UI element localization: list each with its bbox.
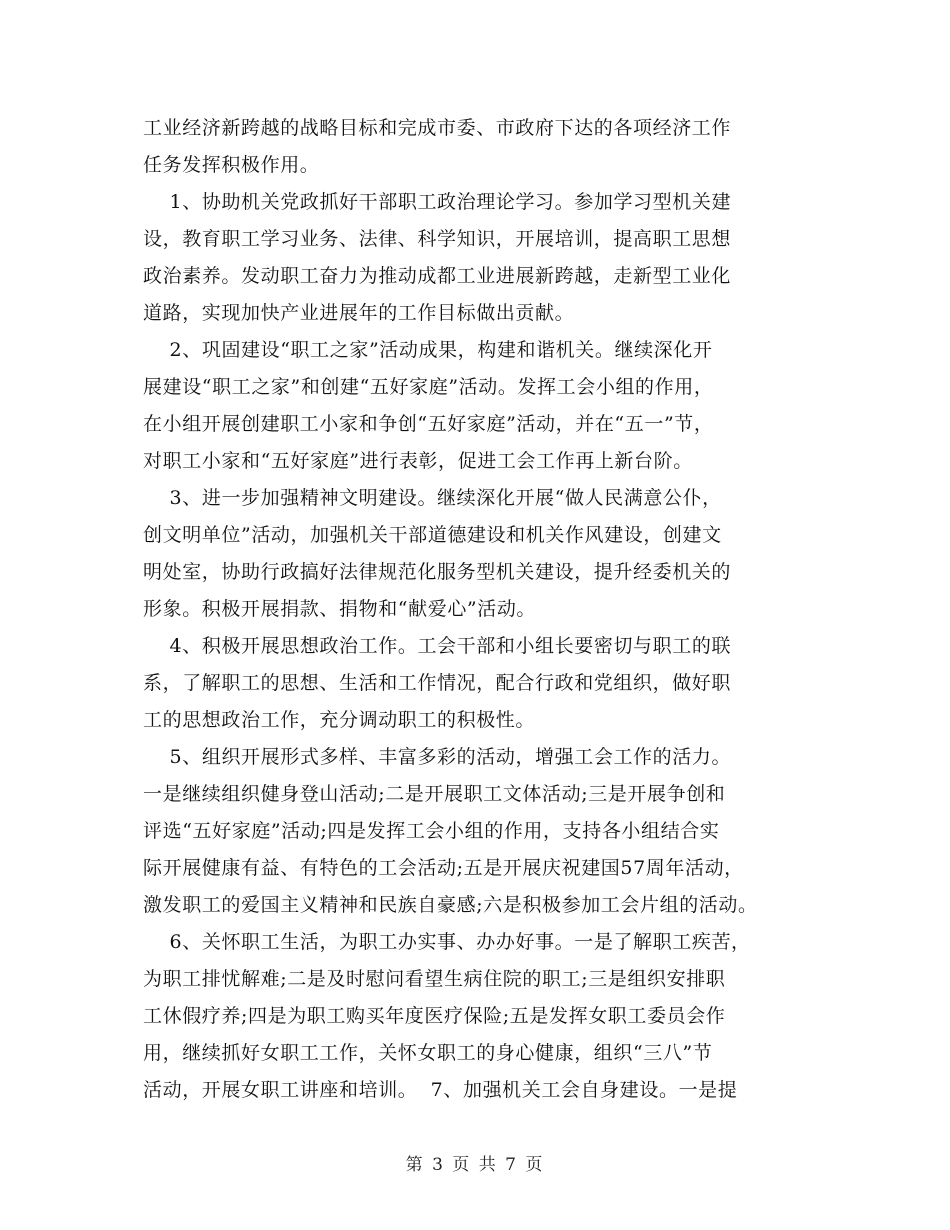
text-line: 形象。积极开展捐款、捐物和“献爱心”活动。	[143, 598, 537, 620]
text-line: 评选“五好家庭”活动;四是发挥工会小组的作用，支持各小组结合实	[143, 820, 720, 842]
text-line: 3、进一步加强精神文明建设。继续深化开展“做人民满意公仆，	[143, 487, 722, 509]
text-line: 用，继续抓好女职工工作，关怀女职工的身心健康，组织“三八”节	[143, 1042, 713, 1064]
text-line: 任务发挥积极作用。	[143, 154, 320, 176]
text-line: 2、巩固建设“职工之家”活动成果，构建和谐机关。继续深化开	[143, 339, 713, 361]
text-line: 设，教育职工学习业务、法律、科学知识，开展培训，提高职工思想	[143, 228, 732, 250]
text-line: 际开展健康有益、有特色的工会活动;五是开展庆祝建国57周年活动，	[143, 857, 744, 879]
text-line: 激发职工的爱国主义精神和民族自豪感;六是积极参加工会片组的活动。	[143, 894, 758, 916]
text-line: 工的思想政治工作，充分调动职工的积极性。	[143, 709, 536, 731]
text-line: 系，了解职工的思想、生活和工作情况，配合行政和党组织，做好职	[143, 672, 732, 694]
text-line: 政治素养。发动职工奋力为推动成都工业进展新跨越，走新型工业化	[143, 265, 732, 287]
document-body	[143, 110, 823, 1109]
text-line: 对职工小家和“五好家庭”进行表彰，促进工会工作再上新台阶。	[143, 450, 693, 472]
text-line: 5、组织开展形式多样、丰富多彩的活动，增强工会工作的活力。	[143, 746, 732, 768]
text-line: 创文明单位”活动，加强机关干部道德建设和机关作风建设，创建文	[143, 524, 722, 546]
text-line: 道路，实现加快产业进展年的工作目标做出贡献。	[143, 302, 575, 324]
text-line: 为职工排忧解难;二是及时慰问看望生病住院的职工;三是组织安排职	[143, 968, 726, 990]
text-line: 6、关怀职工生活，为职工办实事、办办好事。一是了解职工疾苦，	[143, 931, 751, 953]
text-line: 4、积极开展思想政治工作。工会干部和小组长要密切与职工的联	[143, 635, 732, 657]
text-line: 展建设“职工之家”和创建“五好家庭”活动。发挥工会小组的作用，	[143, 376, 714, 398]
text-line: 1、协助机关党政抓好干部职工政治理论学习。参加学习型机关建	[143, 191, 732, 213]
text-line: 活动，开展女职工讲座和培训。 7、加强机关工会自身建设。一是提	[143, 1079, 738, 1101]
text-line: 在小组开展创建职工小家和争创“五好家庭”活动，并在“五一”节，	[143, 413, 714, 435]
text-line: 工休假疗养;四是为职工购买年度医疗保险;五是发挥女职工委员会作	[143, 1005, 726, 1027]
text-line: 工业经济新跨越的战略目标和完成市委、市政府下达的各项经济工作	[143, 117, 732, 139]
text-line: 一是继续组织健身登山活动;二是开展职工文体活动;三是开展争创和	[143, 783, 726, 805]
page-number-footer: 第 3 页 共 7 页	[405, 1155, 545, 1175]
text-line: 明处室，协助行政搞好法律规范化服务型机关建设，提升经委机关的	[143, 561, 732, 583]
